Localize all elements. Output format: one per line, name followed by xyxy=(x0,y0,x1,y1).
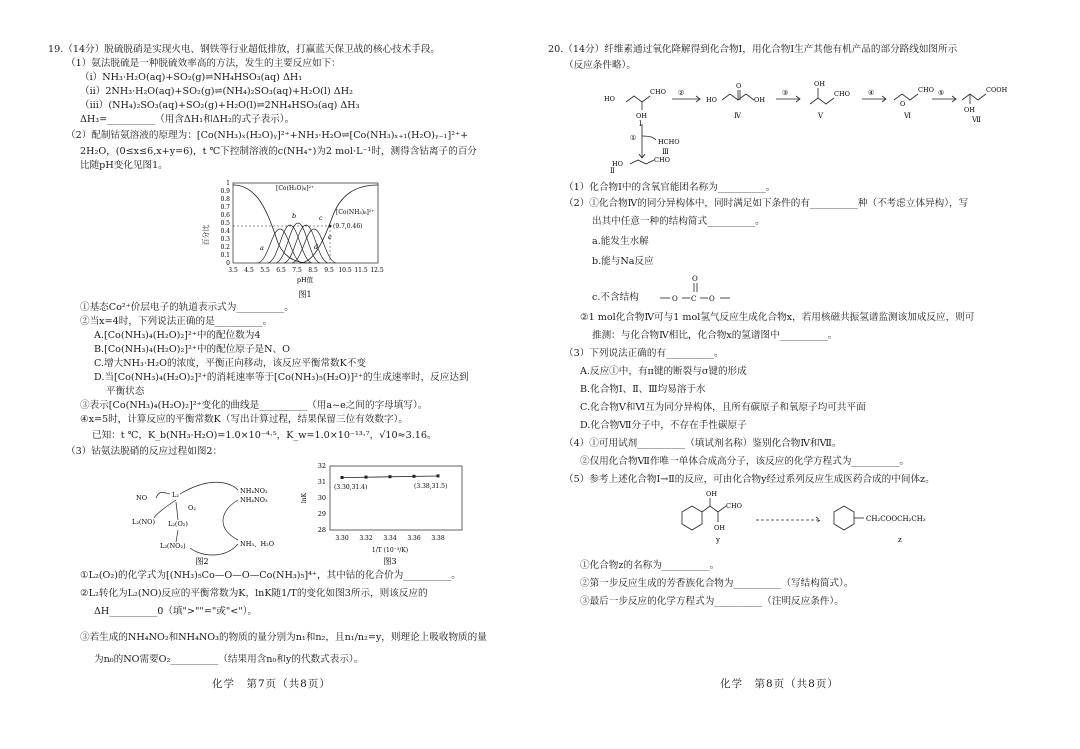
step-5-label: ⑤ xyxy=(938,89,945,97)
compound-vi-o: O xyxy=(900,100,906,108)
q20-part5: （5）参考上述化合物Ⅰ→Ⅱ的反应，可由化合物y经过系列反应生成医药合成的中间体z。 xyxy=(564,474,935,485)
fig1-xtick: 4.5 xyxy=(244,267,254,274)
right-page-footer: 化学 第8页（共8页） xyxy=(720,678,839,690)
q20-part2-sub2-line2: 推测：与化合物Ⅳ相比，化合物x的氢谱图中__________。 xyxy=(592,330,838,341)
compound-y-label: y xyxy=(716,536,720,544)
fig1-xtick: 7.5 xyxy=(292,267,302,274)
fig3-xtick: 3.34 xyxy=(383,535,397,542)
fig1-point-marker xyxy=(329,225,332,228)
compound-y-chain xyxy=(702,506,726,512)
compound-y-cho: CHO xyxy=(726,502,742,510)
compound-i-oh: OH xyxy=(636,112,647,120)
fig3-ylabel: lnK xyxy=(301,492,308,504)
compound-iv-carbonyl xyxy=(738,90,740,100)
fig2-arrow-7 xyxy=(223,500,238,540)
fig1-label-b: b xyxy=(292,212,297,220)
reaction-i: （i）NH₃·H₂O(aq)+SO₂(g)⇌NH₄HSO₃(aq) ΔH₁ xyxy=(80,72,303,83)
step-4-label: ④ xyxy=(868,89,875,97)
fig2-l2: L₂ xyxy=(172,491,179,499)
fig1-caption: 图1 xyxy=(298,290,312,299)
compound-ii-label: Ⅱ xyxy=(610,167,615,174)
fig1-ytick: 0.1 xyxy=(220,252,230,259)
q19-sub2: ②当x=4时，下列说法正确的是__________。 xyxy=(80,316,273,327)
y-to-z-scheme xyxy=(660,490,960,556)
fig2-arrow-5 xyxy=(180,482,238,494)
fig1-label-a: a xyxy=(260,244,264,252)
fig1-xtick: 10.5 xyxy=(338,267,352,274)
fig2-l2no: L₂(NO) xyxy=(132,518,156,526)
q19-part3-sub3-line1: ③若生成的NH₄NO₂和NH₄NO₃的物质的量分别为n₁和n₂，且n₁/n₂=y，则理论上吸收物质的量 xyxy=(80,632,487,643)
arrow-step-1-branch xyxy=(642,136,656,140)
option-c: C.增大NH₃·H₂O的浓度，平衡正向移动，该反应平衡常数K不变 xyxy=(94,358,367,369)
compound-v-cho: CHO xyxy=(834,90,850,98)
compound-ii-chain xyxy=(630,160,654,164)
q20-part5-sub2: ②第一步反应生成的芳香族化合物为__________（写结构简式）。 xyxy=(580,578,854,589)
option-b: B.[Co(NH₃)₄(H₂O)₂]²⁺中的配位原子是N、O xyxy=(94,344,290,355)
fig1-label-c: c xyxy=(319,214,323,222)
q19-part3-sub2-line2: ΔH__________0（填">""="或"<"）。 xyxy=(94,606,258,617)
fig3-point xyxy=(365,476,368,479)
option-a: A.[Co(NH₃)₄(H₂O)₂]²⁺中的配位数为4 xyxy=(94,330,261,341)
compound-vii-cooh: COOH xyxy=(986,86,1008,94)
fig1-label-co-h2o: [Co(H₂O)₆]²⁺ xyxy=(276,185,315,192)
condition-c: c.不含结构 xyxy=(592,292,639,303)
figure-1-chart xyxy=(200,173,390,301)
q20-option-d: D.化合物Ⅶ分子中，不存在手性碳原子 xyxy=(580,420,747,431)
q20-option-b: B.化合物Ⅰ、Ⅱ、Ⅲ均易溶于水 xyxy=(580,384,706,395)
step-1-label: ① xyxy=(630,134,637,142)
q20-part2-line2: 出其中任意一种的结构简式__________。 xyxy=(592,216,765,227)
fig2-nh4no2: NH₄NO₂ xyxy=(240,487,268,495)
fig1-ytick: 0.8 xyxy=(220,196,230,203)
q20-part2-sub2-line1: ②1 mol化合物Ⅳ可与1 mol氢气反应生成化合物x，若用核磁共振氢谱监测该加成反应，则可 xyxy=(580,312,975,323)
compound-iv-o: O xyxy=(736,82,742,90)
compound-iii-label: Ⅲ xyxy=(662,148,669,156)
q20-title-line2: （反应条件略）。 xyxy=(564,60,636,71)
fig3-ytick: 32 xyxy=(317,462,326,470)
fig3-ytick: 28 xyxy=(317,526,326,534)
fig3-point xyxy=(341,476,344,479)
q20-part2-line1: （2）①化合物Ⅳ的同分异构体中，同时满足如下条件的有__________种（不考虑立体异构），写 xyxy=(564,198,969,209)
left-page-footer: 化学 第7页（共8页） xyxy=(212,678,331,690)
figure-3-chart xyxy=(300,458,480,568)
compound-vi-chain xyxy=(894,94,918,100)
compound-z-group: CH₂COOCH₂CH₃ xyxy=(866,515,926,523)
fig3-xtick: 3.30 xyxy=(335,535,349,542)
reaction-scheme xyxy=(600,74,1020,174)
fig3-xtick: 3.32 xyxy=(359,535,373,542)
fig2-nh4no3: NH₄NO₃ xyxy=(240,496,268,504)
q20-part1: （1）化合物Ⅰ中的含氧官能团名称为__________。 xyxy=(564,182,776,193)
fig1-xtick: 5.5 xyxy=(260,267,270,274)
q19-part2-line3: 比随pH变化见图1。 xyxy=(80,160,168,171)
q19-part3-sub1: ①L₂(O₂)的化学式为[(NH₃)₅Co—O—O—Co(NH₃)₅]⁴⁺，其中钴的化合价为__________。 xyxy=(80,570,461,581)
arrow-step-1 xyxy=(639,124,645,158)
arrow-step-2 xyxy=(672,96,700,102)
fig1-ytick: 1 xyxy=(226,180,230,187)
fig2-caption: 图2 xyxy=(195,557,209,566)
fig3-point xyxy=(389,475,392,478)
fig3-xlabel: 1/T (10⁻³/K) xyxy=(371,547,409,554)
fig3-point xyxy=(437,474,440,477)
compound-v-label: Ⅴ xyxy=(818,112,824,120)
fig3-caption: 图3 xyxy=(383,557,397,566)
ester-structure-icon xyxy=(656,274,736,304)
q19-part3-sub3-line2: 为n₀的NO需要O₂__________（结果用含n₀和y的代数式表示）。 xyxy=(94,654,364,665)
q19-sub3: ③表示[Co(NH₃)₄(H₂O)₂]²⁺变化的曲线是__________（用a~e之间的字母填写）。 xyxy=(80,400,428,411)
q20-part5-sub3: ③最后一步反应的化学方程式为__________（注明反应条件）。 xyxy=(580,596,844,607)
step-3-label: ③ xyxy=(782,89,789,97)
fig1-ytick: 0.7 xyxy=(220,204,230,211)
fig2-arrow-2 xyxy=(154,500,176,518)
figure-2-diagram xyxy=(120,460,290,568)
q19-sub4-given: 已知：t ℃，K_b(NH₃·H₂O)=1.0×10⁻⁴·⁵，K_w=1.0×10⁻¹³·⁷，√10≈3.16。 xyxy=(92,430,437,441)
compound-ii-ho: HO xyxy=(612,160,623,168)
fig3-ytick: 30 xyxy=(317,494,326,502)
compound-i-chain xyxy=(626,96,650,102)
fig2-o2: O₂ xyxy=(188,504,196,512)
fig1-label-d: d xyxy=(314,243,319,251)
fig2-nh3h2o: NH₃、H₂O xyxy=(240,540,275,548)
compound-iv-ho: HO xyxy=(706,96,717,104)
fig1-ytick: 0.2 xyxy=(220,244,230,251)
fig1-xtick: 11.5 xyxy=(354,267,368,274)
q19-sub4: ④x=5时，计算反应的平衡常数K（写出计算过程，结果保留三位有效数字）。 xyxy=(80,414,408,425)
q19-part3-sub2-line1: ②L₂转化为L₂(NO)反应的平衡常数为K，lnK随1/T的变化如图3所示，则该反应的 xyxy=(80,588,428,599)
fig2-arrow-1 xyxy=(156,492,170,498)
fig2-arrow-6 xyxy=(190,544,238,555)
q19-title: 19.（14分）脱硫脱硝是实现火电、钢铁等行业超低排放，打赢蓝天保卫战的核心技术手段。 xyxy=(48,44,441,55)
q20-part4-sub1: （4）①可用试剂__________（填试剂名称）鉴别化合物Ⅳ和Ⅶ。 xyxy=(564,438,842,449)
fig3-xtick: 3.38 xyxy=(431,535,445,542)
compound-y-oh: OH xyxy=(714,524,725,532)
option-d-line2: 平衡状态 xyxy=(106,386,145,397)
q20-part4-sub2: ②仅用化合物Ⅶ作唯一单体合成高分子，该反应的化学方程式为__________。 xyxy=(580,456,909,467)
fig1-xlabel: pH值 xyxy=(296,276,314,284)
fig1-point-label: (9.7,0.46) xyxy=(333,223,363,230)
fig3-ytick: 29 xyxy=(317,510,326,518)
q20-option-c: C.化合物Ⅴ和Ⅵ互为同分异构体，且所有碳原子和氧原子均可共平面 xyxy=(580,402,866,413)
arrow-y-to-z xyxy=(756,517,820,523)
reaction-iii: （iii）(NH₄)₂SO₃(aq)+SO₂(g)+H₂O(l)⇌2NH₄HSO₃(aq) ΔH₃ xyxy=(80,100,360,111)
fig1-xtick: 8.5 xyxy=(308,267,318,274)
fig1-label-e: e xyxy=(328,233,332,241)
dh3-question: ΔH₃=__________（用含ΔH₁和ΔH₂的式子表示）。 xyxy=(80,114,295,125)
q20-title: 20.（14分）纤维素通过氧化降解得到化合物Ⅰ，用化合物Ⅰ生产其他有机产品的部分路线如图所示 xyxy=(548,44,958,55)
compound-y-ring xyxy=(682,506,702,530)
fig2-l2o2: L₂(O₂) xyxy=(168,520,188,528)
compound-v-chain xyxy=(810,98,834,104)
fig1-ytick: 0.3 xyxy=(220,236,230,243)
fig1-ytick: 0.6 xyxy=(220,212,230,219)
compound-vii-chain xyxy=(962,94,986,100)
fig3-xtick: 3.36 xyxy=(407,535,421,542)
fig3-frame xyxy=(330,466,462,530)
fig2-no: NO xyxy=(136,494,148,502)
fig1-xtick: 12.5 xyxy=(370,267,384,274)
fig1-curve-a xyxy=(258,229,302,263)
compound-i-label: Ⅰ xyxy=(639,120,642,128)
compound-vii-oh: OH xyxy=(964,106,975,114)
fig2-arrow-4 xyxy=(176,530,178,542)
fig1-ytick: 0.9 xyxy=(220,188,230,195)
svg-text:C: C xyxy=(691,295,697,303)
q19-sub1: ①基态Co²⁺价层电子的轨道表示式为__________。 xyxy=(80,302,294,313)
compound-i-ho: HO xyxy=(604,95,615,103)
ester-o2: O xyxy=(709,295,715,303)
compound-v-oh: OH xyxy=(814,80,825,88)
fig1-ylabel: 百分比 xyxy=(202,224,210,246)
ester-o3: O xyxy=(692,275,698,283)
fig1-ytick: 0 xyxy=(226,260,230,267)
q20-part5-sub1: ①化合物z的名称为__________。 xyxy=(580,560,720,571)
fig1-xtick: 9.5 xyxy=(324,267,334,274)
right-page xyxy=(540,0,1080,749)
compound-vi-label: Ⅵ xyxy=(904,112,912,120)
option-d-line1: D.当[Co(NH₃)₄(H₂O)₂]²⁺的消耗速率等于[Co(NH₃)₅(H₂O)]²⁺的生成速率时，反应达到 xyxy=(94,372,469,383)
q20-part3: （3）下列说法正确的有__________。 xyxy=(564,348,724,359)
q19-part2-line2: 2H₂O，(0≤x≤6,x+y=6)，t ℃下控制溶液的c(NH₄⁺)为2 mol·L⁻¹时，测得含钴离子的百分 xyxy=(80,146,477,157)
q20-option-a: A.反应①中，有π键的断裂与σ键的形成 xyxy=(580,366,747,377)
compound-z-ring xyxy=(834,506,854,530)
compound-z-label: z xyxy=(898,536,902,544)
q19-part2-line1: （2）配制钴氨溶液的原理为：[Co(NH₃)ₓ(H₂O)ᵧ]²⁺+NH₃·H₂O⇌[Co(NH₃)ₓ₊₁(H₂O)ᵧ₋₁]²⁺+ xyxy=(66,130,469,141)
condition-a: a.能发生水解 xyxy=(592,236,649,247)
condition-b: b.能与Na反应 xyxy=(592,256,654,267)
compound-y-oh-top: OH xyxy=(706,490,717,498)
step-2-label: ② xyxy=(678,89,685,97)
fig1-curve-co-h2o xyxy=(233,185,310,263)
fig3-point xyxy=(413,475,416,478)
fig3-ytick: 31 xyxy=(317,478,326,486)
fig1-xtick: 6.5 xyxy=(276,267,286,274)
reaction-ii: （ii）2NH₃·H₂O(aq)+SO₂(g)⇌(NH₄)₂SO₃(aq)+H₂O(l) ΔH₂ xyxy=(80,86,353,97)
compound-iv-oh: OH xyxy=(754,96,765,104)
compound-ii-cho: CHO xyxy=(654,156,670,164)
fig2-arrow-3 xyxy=(176,502,178,520)
fig1-xtick: 3.5 xyxy=(228,267,238,274)
hcho-label: HCHO xyxy=(658,138,680,146)
q19-part1: （1）氨法脱硫是一种脱硫效率高的方法，发生的主要反应如下： xyxy=(66,58,341,69)
fig1-ytick: 0.5 xyxy=(220,220,230,227)
fig1-ytick: 0.4 xyxy=(220,228,230,235)
compound-iv-label: Ⅳ xyxy=(734,112,741,120)
ester-o1: O xyxy=(672,295,678,303)
fig3-point-label-2: (3.38,31.5) xyxy=(414,483,448,490)
fig3-point-label-1: (3.30,31.4) xyxy=(334,484,368,491)
compound-vii-label: Ⅶ xyxy=(972,116,982,124)
q19-part3: （3）钴氨法脱硝的反应过程如图2： xyxy=(66,446,223,457)
fig2-l2no2: L₂(NO₂) xyxy=(160,542,186,550)
compound-vi-cho: CHO xyxy=(918,86,934,94)
compound-i-cho: CHO xyxy=(650,88,666,96)
fig1-label-co-nh3: [Co(NH₃)₆]²⁺ xyxy=(336,209,375,216)
